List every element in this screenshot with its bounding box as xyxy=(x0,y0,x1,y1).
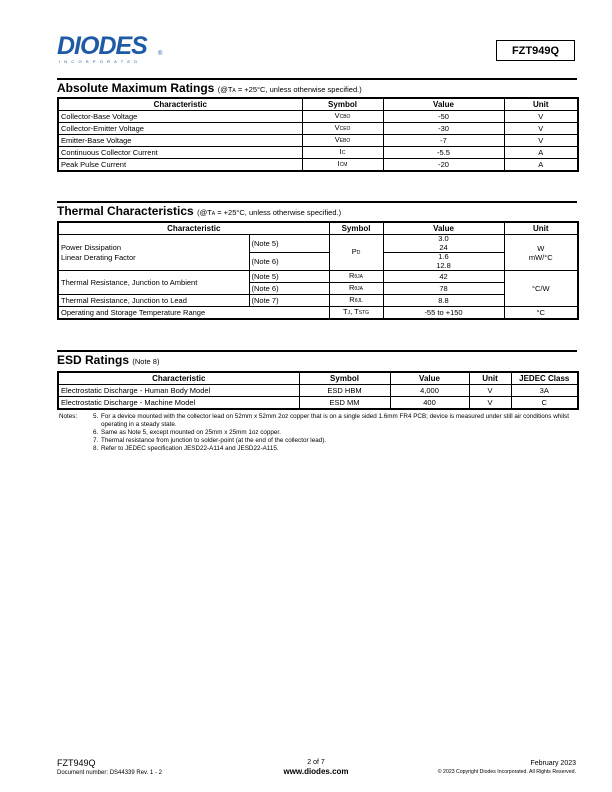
characteristic-cell: Electrostatic Discharge - Machine Model xyxy=(58,397,299,410)
column-header: Value xyxy=(383,222,504,235)
footer-part-number: FZT949Q xyxy=(57,758,96,768)
characteristic-cell: Collector-Emitter Voltage xyxy=(58,123,302,135)
column-header: Value xyxy=(383,98,504,111)
unit-cell: V xyxy=(504,123,578,135)
table-header-row xyxy=(58,372,578,385)
symbol-cell: ESD HBM xyxy=(299,385,390,397)
unit-cell: V xyxy=(504,135,578,147)
thermal-title: Thermal Characteristics xyxy=(57,204,194,218)
jedec-class-cell: 3A xyxy=(511,385,578,397)
footer-date: February 2023 xyxy=(530,760,576,767)
symbol-cell: TJ, TSTG xyxy=(329,307,383,320)
table-header-row xyxy=(58,98,578,111)
table-row xyxy=(58,111,578,123)
symbol-cell: RθJA xyxy=(329,271,383,283)
note-item: 5. For a device mounted with the collector lead on 52mm x 52mm 2oz copper that is on a single sided 1.6mm FR4 PCB; device is measured under still air conditions whilst operating in a steady state. xyxy=(93,413,569,428)
note-cell: (Note 5) xyxy=(249,271,329,283)
value-cell: 78 xyxy=(383,283,504,295)
footer-copyright: © 2023 Copyright Diodes Incorporated. All Rights Reserved. xyxy=(437,769,576,775)
logo-text: DIODES xyxy=(57,32,147,60)
value-cell: -30 xyxy=(383,123,504,135)
column-header: Unit xyxy=(469,372,511,385)
table-row xyxy=(58,397,578,410)
unit-cell: °C/W xyxy=(504,271,578,307)
value-cell: -55 to +150 xyxy=(383,307,504,320)
symbol-cell: VEBO xyxy=(302,135,383,147)
column-header: Unit xyxy=(504,98,578,111)
unit-cell: W mW/°C xyxy=(504,235,578,271)
table-row xyxy=(58,147,578,159)
symbol-cell: VCBO xyxy=(302,111,383,123)
value-cell: -50 xyxy=(383,111,504,123)
note-cell: (Note 6) xyxy=(249,283,329,295)
table-row xyxy=(58,271,578,283)
column-header: Symbol xyxy=(329,222,383,235)
footer-website-link[interactable]: www.diodes.com xyxy=(283,767,349,776)
value-cell: 1.6 12.8 xyxy=(383,253,504,271)
symbol-cell: ESD MM xyxy=(299,397,390,410)
characteristic-cell: Continuous Collector Current xyxy=(58,147,302,159)
thermal-title-bar xyxy=(57,201,577,219)
value-cell: 8.8 xyxy=(383,295,504,307)
value-cell: 3.0 24 xyxy=(383,235,504,253)
notes-list xyxy=(93,413,577,453)
characteristic-cell: Operating and Storage Temperature Range xyxy=(58,307,329,320)
unit-cell: V xyxy=(469,385,511,397)
note-item: 6. Same as Note 5, except mounted on 25mm x 25mm 1oz copper. xyxy=(93,429,281,436)
characteristic-cell: Emitter-Base Voltage xyxy=(58,135,302,147)
table-row xyxy=(58,307,578,320)
column-header: Symbol xyxy=(299,372,390,385)
table-row xyxy=(58,295,578,307)
symbol-cell: IC xyxy=(302,147,383,159)
table-row xyxy=(58,135,578,147)
esd-note: (Note 8) xyxy=(132,357,160,366)
characteristic-cell: Thermal Resistance, Junction to Lead xyxy=(58,295,249,307)
unit-cell: V xyxy=(469,397,511,410)
unit-cell: °C xyxy=(504,307,578,320)
column-header: Characteristic xyxy=(58,98,302,111)
abs-max-title: Absolute Maximum Ratings xyxy=(57,81,215,95)
esd-table xyxy=(57,371,579,410)
value-cell: -7 xyxy=(383,135,504,147)
registered-mark: ® xyxy=(158,51,163,57)
column-header: JEDEC Class xyxy=(511,372,578,385)
thermal-condition: (@TA = +25°C, unless otherwise specified.) xyxy=(197,208,342,217)
thermal-table xyxy=(57,221,579,320)
column-header: Symbol xyxy=(302,98,383,111)
symbol-cell: RθJL xyxy=(329,295,383,307)
esd-title-bar xyxy=(57,350,577,368)
unit-cell: A xyxy=(504,147,578,159)
table-row xyxy=(58,159,578,172)
company-logo xyxy=(57,34,167,68)
column-header: Characteristic xyxy=(58,372,299,385)
footer-doc-number: Document number: DS44339 Rev. 1 - 2 xyxy=(57,770,162,776)
note-cell: (Note 5) xyxy=(249,235,329,253)
jedec-class-cell: C xyxy=(511,397,578,410)
value-cell: -5.5 xyxy=(383,147,504,159)
characteristic-cell: Collector-Base Voltage xyxy=(58,111,302,123)
note-cell: (Note 6) xyxy=(249,253,329,271)
unit-cell: A xyxy=(504,159,578,172)
symbol-cell: PD xyxy=(329,235,383,271)
value-cell: -20 xyxy=(383,159,504,172)
abs-max-title-bar xyxy=(57,78,577,96)
symbol-cell: RθJA xyxy=(329,283,383,295)
column-header: Characteristic xyxy=(58,222,329,235)
characteristic-cell: Thermal Resistance, Junction to Ambient xyxy=(58,271,249,295)
table-header-row xyxy=(58,222,578,235)
value-cell: 4,000 xyxy=(390,385,469,397)
table-row xyxy=(58,235,578,253)
value-cell: 42 xyxy=(383,271,504,283)
characteristic-cell: Electrostatic Discharge - Human Body Model xyxy=(58,385,299,397)
symbol-cell: VCEO xyxy=(302,123,383,135)
logo-subtext: INCORPORATED xyxy=(59,59,142,64)
footer-page-number: 2 of 7 xyxy=(307,759,325,766)
note-item: 8. Refer to JEDEC specification JESD22-A114 and JESD22-A115. xyxy=(93,445,279,452)
symbol-cell: ICM xyxy=(302,159,383,172)
abs-max-condition: (@TA = +25°C, unless otherwise specified.) xyxy=(217,85,362,94)
value-cell: 400 xyxy=(390,397,469,410)
esd-title: ESD Ratings xyxy=(57,353,130,367)
column-header: Value xyxy=(390,372,469,385)
characteristic-cell: Peak Pulse Current xyxy=(58,159,302,172)
characteristic-cell: Power Dissipation Linear Derating Factor xyxy=(58,235,249,271)
unit-cell: V xyxy=(504,111,578,123)
column-header: Unit xyxy=(504,222,578,235)
table-row xyxy=(58,385,578,397)
note-item: 7. Thermal resistance from junction to solder-point (at the end of the collector lead). xyxy=(93,437,327,444)
notes-label: Notes: xyxy=(59,413,78,420)
abs-max-table xyxy=(57,97,579,172)
table-row xyxy=(58,123,578,135)
note-cell: (Note 7) xyxy=(249,295,329,307)
part-number-box: FZT949Q xyxy=(496,40,575,61)
